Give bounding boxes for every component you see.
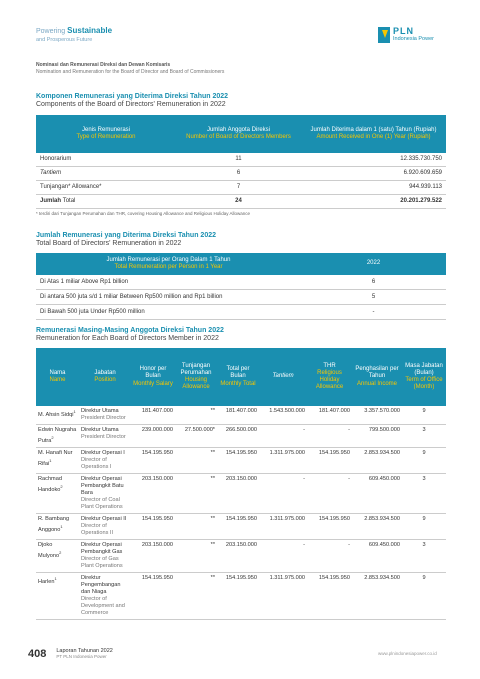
monthly-salary: 203.150.000 bbox=[131, 473, 175, 513]
table-row bbox=[36, 181, 446, 195]
table-row bbox=[36, 425, 446, 448]
housing-allowance: ** bbox=[175, 513, 217, 539]
table-row bbox=[36, 153, 446, 167]
table-row bbox=[36, 473, 446, 513]
holiday-allowance: - bbox=[307, 473, 352, 513]
table-header-row bbox=[36, 115, 446, 153]
tagline-prefix: Powering bbox=[36, 28, 66, 35]
col-header-thr: THR Religious Holiday Allowance bbox=[307, 348, 352, 406]
tagline-highlight: Sustainable bbox=[67, 26, 113, 35]
holiday-allowance: 154.195.950 bbox=[307, 572, 352, 619]
col-header-term: Masa Jabatan (Bulan) Term of Office (Month) bbox=[402, 348, 446, 406]
monthly-total: 154.195.950 bbox=[217, 513, 259, 539]
remuneration-each-director-table bbox=[36, 348, 446, 620]
range-value: 6 bbox=[301, 275, 446, 290]
section3-title-en: Remuneration for Each Board of Directors Member in 2022 bbox=[36, 335, 219, 342]
footer-company: PT PLN Indonesia Power bbox=[56, 654, 107, 659]
director-position: Direktur Operasi Pembangkit Batu Bara Director of Coal Plant Operations bbox=[79, 473, 131, 513]
section2-title-id: Jumlah Remunerasi yang Diterima Direksi Tahun 2022 bbox=[36, 232, 216, 239]
range-label: Di Bawah 500 juta Under Rp500 million bbox=[36, 305, 301, 320]
director-name: Rachmad Handoko$^2$ bbox=[36, 473, 79, 513]
tantiem: 1.311.975.000 bbox=[259, 447, 307, 473]
housing-allowance: ** bbox=[175, 572, 217, 619]
monthly-salary: 154.195.950 bbox=[131, 572, 175, 619]
col-header-type: Jenis Remunerasi Type of Remuneration bbox=[36, 115, 176, 153]
row-members: 11 bbox=[176, 153, 301, 167]
total-members: 24 bbox=[176, 195, 301, 209]
footer-title: Laporan Tahunan 2022 bbox=[56, 648, 113, 654]
housing-allowance: ** bbox=[175, 406, 217, 425]
footer-website: www.plnindonesiapower.co.id bbox=[378, 651, 437, 656]
tantiem: 1.543.500.000 bbox=[259, 406, 307, 425]
col-header-amount: Jumlah Diterima dalam 1 (satu) Tahun (Rupiah) Amount Received in One (1) Year (Rupiah) bbox=[301, 115, 446, 153]
annual-income: 3.357.570.000 bbox=[352, 406, 402, 425]
housing-allowance: ** bbox=[175, 473, 217, 513]
table-row bbox=[36, 406, 446, 425]
monthly-total: 181.407.000 bbox=[217, 406, 259, 425]
tantiem: 1.311.975.000 bbox=[259, 572, 307, 619]
monthly-total: 154.195.950 bbox=[217, 447, 259, 473]
term-of-office: 3 bbox=[402, 539, 446, 572]
director-position: Direktur Pengembangan dan Niaga Director of Development and Commerce bbox=[79, 572, 131, 619]
table-row bbox=[36, 447, 446, 473]
col-header-position: Jabatan Position bbox=[79, 348, 131, 406]
table-row bbox=[36, 305, 446, 320]
holiday-allowance: - bbox=[307, 425, 352, 448]
remuneration-per-person-table bbox=[36, 253, 446, 320]
col-header-honor: Honor per Bulan Monthly Salary bbox=[131, 348, 175, 406]
housing-allowance: 27.500.000* bbox=[175, 425, 217, 448]
tantiem: - bbox=[259, 473, 307, 513]
section1-title bbox=[36, 93, 228, 109]
tantiem: - bbox=[259, 539, 307, 572]
section2-title bbox=[36, 232, 216, 248]
header-tagline bbox=[36, 27, 112, 44]
total-label: Jumlah Total bbox=[36, 195, 176, 209]
table-row bbox=[36, 167, 446, 181]
total-amount: 20.201.279.522 bbox=[301, 195, 446, 209]
col-header-name: Nama Name bbox=[36, 348, 79, 406]
monthly-salary: 154.195.950 bbox=[131, 513, 175, 539]
col-header-members: Jumlah Anggota Direksi Number of Board of Directors Members bbox=[176, 115, 301, 153]
footnote: * terdiri dari Tunjangan Perumahan dan THR, covering Housing Allowance and Religious Holiday Allowance bbox=[36, 211, 251, 216]
col-header-housing: Tunjangan Perumahan Housing Allowance bbox=[175, 348, 217, 406]
col-header-year: 2022 bbox=[301, 253, 446, 275]
row-label: Honorarium bbox=[36, 153, 176, 167]
monthly-salary: 239.000.000 bbox=[131, 425, 175, 448]
holiday-allowance: - bbox=[307, 539, 352, 572]
table-row bbox=[36, 539, 446, 572]
annual-income: 2.853.934.500 bbox=[352, 513, 402, 539]
table-header-row bbox=[36, 253, 446, 275]
monthly-total: 203.150.000 bbox=[217, 539, 259, 572]
col-header-range: Jumlah Remunerasi per Orang Dalam 1 Tahun Total Remuneration per Person in 1 Year bbox=[36, 253, 301, 275]
table-header-row bbox=[36, 348, 446, 406]
table-row bbox=[36, 275, 446, 290]
section1-title-id: Komponen Remunerasi yang Diterima Direksi Tahun 2022 bbox=[36, 93, 229, 100]
col-header-tantiem: Tantiem bbox=[259, 348, 307, 406]
annual-income: 609.450.000 bbox=[352, 473, 402, 513]
annual-income: 2.853.934.500 bbox=[352, 572, 402, 619]
holiday-allowance: 154.195.950 bbox=[307, 447, 352, 473]
monthly-total: 266.500.000 bbox=[217, 425, 259, 448]
monthly-salary: 181.407.000 bbox=[131, 406, 175, 425]
director-name: Djoko Mulyono$^2$ bbox=[36, 539, 79, 572]
range-label: Di antara 500 juta s/d 1 miliar Between Rp500 million and Rp1 billion bbox=[36, 290, 301, 305]
breadcrumb-id: Nominasi dan Remunerasi Direksi dan Dewan Komisaris bbox=[36, 62, 171, 68]
term-of-office: 9 bbox=[402, 447, 446, 473]
director-name: M. Ahsin Sidqi$^1$ bbox=[36, 406, 79, 425]
table-row bbox=[36, 513, 446, 539]
total-row bbox=[36, 195, 446, 209]
col-header-annual: Penghasilan per Tahun Annual Income bbox=[352, 348, 402, 406]
section1-title-en: Components of the Board of Directors' Remuneration in 2022 bbox=[36, 101, 226, 108]
row-members: 7 bbox=[176, 181, 301, 195]
holiday-allowance: 154.195.950 bbox=[307, 513, 352, 539]
logo-name: PLN bbox=[393, 26, 414, 36]
term-of-office: 3 bbox=[402, 473, 446, 513]
table-row bbox=[36, 290, 446, 305]
holiday-allowance: 181.407.000 bbox=[307, 406, 352, 425]
row-amount: 12.335.730.750 bbox=[301, 153, 446, 167]
col-header-total: Total per Bulan Monthly Total bbox=[217, 348, 259, 406]
page-number: 408 bbox=[28, 648, 47, 660]
lightning-logo-icon bbox=[378, 27, 390, 43]
annual-income: 609.450.000 bbox=[352, 539, 402, 572]
term-of-office: 9 bbox=[402, 406, 446, 425]
term-of-office: 9 bbox=[402, 513, 446, 539]
section3-title bbox=[36, 327, 224, 343]
monthly-salary: 154.195.950 bbox=[131, 447, 175, 473]
range-label: Di Atas 1 miliar Above Rp1 billion bbox=[36, 275, 301, 290]
breadcrumb-en: Nomination and Remuneration for the Board of Director and Board of Commissioners bbox=[36, 68, 225, 75]
logo-subtitle: Indonesia Power bbox=[393, 36, 434, 42]
monthly-salary: 203.150.000 bbox=[131, 539, 175, 572]
section3-title-id: Remunerasi Masing-Masing Anggota Direksi Tahun 2022 bbox=[36, 327, 224, 334]
director-position: Direktur Utama President Director bbox=[79, 406, 131, 425]
director-position: Direktur Operasi I Director of Operations I bbox=[79, 447, 131, 473]
director-name: R. Bambang Anggono$^1$ bbox=[36, 513, 79, 539]
director-position: Direktur Utama President Director bbox=[79, 425, 131, 448]
term-of-office: 3 bbox=[402, 425, 446, 448]
section2-title-en: Total Board of Directors' Remuneration in 2022 bbox=[36, 240, 182, 247]
range-value: - bbox=[301, 305, 446, 320]
row-amount: 6.920.609.659 bbox=[301, 167, 446, 181]
director-name: M. Hanafi Nur Rifai$^1$ bbox=[36, 447, 79, 473]
housing-allowance: ** bbox=[175, 447, 217, 473]
range-value: 5 bbox=[301, 290, 446, 305]
housing-allowance: ** bbox=[175, 539, 217, 572]
row-label: Tantiem bbox=[36, 167, 176, 181]
director-name: Harlen$^1$ bbox=[36, 572, 79, 619]
annual-income: 799.500.000 bbox=[352, 425, 402, 448]
breadcrumb bbox=[36, 62, 224, 75]
company-logo bbox=[378, 27, 434, 43]
page-footer bbox=[28, 648, 113, 660]
row-members: 6 bbox=[176, 167, 301, 181]
monthly-total: 154.195.950 bbox=[217, 572, 259, 619]
director-name: Edwin Nugraha Putra$^2$ bbox=[36, 425, 79, 448]
remuneration-components-table bbox=[36, 115, 446, 209]
monthly-total: 203.150.000 bbox=[217, 473, 259, 513]
row-amount: 944.939.113 bbox=[301, 181, 446, 195]
director-position: Direktur Operasi II Director of Operations II bbox=[79, 513, 131, 539]
tagline-line2: and Prosperous Future bbox=[36, 37, 93, 43]
tantiem: - bbox=[259, 425, 307, 448]
annual-income: 2.853.934.500 bbox=[352, 447, 402, 473]
director-position: Direktur Operasi Pembangkit Gas Director of Gas Plant Operations bbox=[79, 539, 131, 572]
term-of-office: 9 bbox=[402, 572, 446, 619]
table-row bbox=[36, 572, 446, 619]
row-label: Tunjangan* Allowance* bbox=[36, 181, 176, 195]
tantiem: 1.311.975.000 bbox=[259, 513, 307, 539]
